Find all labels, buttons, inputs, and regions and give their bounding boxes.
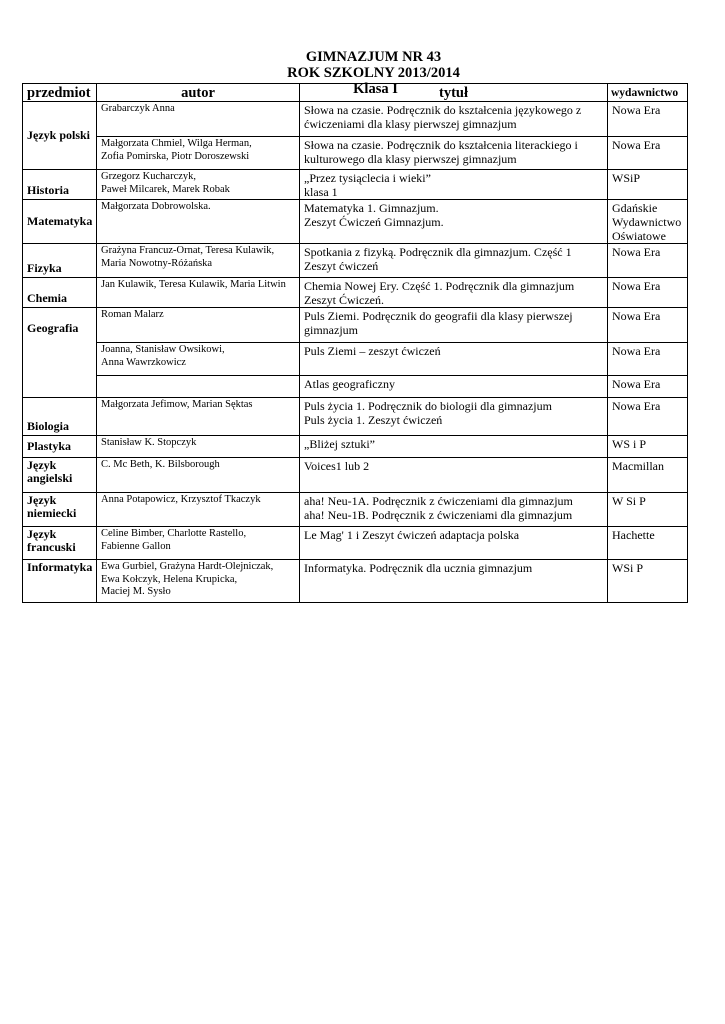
table-row [23, 137, 688, 170]
publisher-cell: Nowa Era [608, 244, 688, 278]
author-cell [97, 244, 300, 278]
column-header-publisher: wydawnictwo [608, 84, 688, 102]
title-cell: Voices1 lub 2 [300, 458, 608, 493]
subject-line: niemiecki [27, 506, 77, 520]
title-line: Puls życia 1. Zeszyt ćwiczeń [304, 413, 443, 427]
subject-cell: Geografia [23, 308, 97, 398]
subject-line: Język [27, 527, 57, 541]
publisher-cell: Macmillan [608, 458, 688, 493]
title-cell: Le Mag' 1 i Zeszyt ćwiczeń adaptacja polska [300, 527, 608, 560]
column-header-title: tytuł [300, 84, 608, 102]
table-row [23, 398, 688, 436]
author-line: Ewa Kołczyk, Helena Krupicka, [101, 573, 238, 585]
textbook-table [22, 83, 688, 603]
table-row [23, 170, 688, 200]
author-line: Joanna, Stanisław Owsikowi, [101, 344, 225, 355]
title-line: „Przez tysiąclecia i wieki” [304, 171, 431, 185]
publisher-cell: Nowa Era [608, 102, 688, 137]
author-line: Maria Nowotny-Różańska [101, 257, 213, 269]
title-cell [300, 398, 608, 436]
title-line: Słowa na czasie. Podręcznik do kształcenia literackiego i [304, 138, 578, 152]
author-line: Ewa Gurbiel, Grażyna Hardt-Olejniczak, [101, 561, 274, 572]
table-row [23, 102, 688, 137]
title-line: Zeszyt Ćwiczeń Gimnazjum. [304, 215, 444, 229]
table-row [23, 343, 688, 376]
publisher-cell: Nowa Era [608, 343, 688, 376]
author-cell: Małgorzata Dobrowolska. [97, 200, 300, 244]
title-cell: „Bliżej sztuki” [300, 436, 608, 458]
column-header-author: autor [97, 84, 300, 102]
publisher-cell: Nowa Era [608, 398, 688, 436]
subject-cell: Informatyka [23, 560, 97, 603]
title-cell [300, 493, 608, 527]
column-header-subject: przedmiot [23, 84, 97, 102]
title-cell: Puls Ziemi – zeszyt ćwiczeń [300, 343, 608, 376]
title-line: aha! Neu-1A. Podręcznik z ćwiczeniami dla gimnazjum [304, 494, 573, 508]
title-cell: Informatyka. Podręcznik dla ucznia gimnazjum [300, 560, 608, 603]
title-line: Puls życia 1. Podręcznik do biologii dla gimnazjum [304, 399, 552, 413]
publisher-cell: Nowa Era [608, 137, 688, 170]
author-cell [97, 376, 300, 398]
table-row [23, 493, 688, 527]
school-name: GIMNAZJUM NR 43 [305, 49, 442, 65]
title-line: Zeszyt ćwiczeń [304, 259, 379, 273]
author-line: Paweł Milcarek, Marek Robak [101, 183, 230, 195]
school-year: ROK SZKOLNY 2013/2014 [287, 65, 460, 81]
table-row [23, 200, 688, 244]
author-line: Zofia Pomirska, Piotr Doroszewski [101, 150, 250, 162]
title-line: Chemia Nowej Ery. Część 1. Podręcznik dla gimnazjum [304, 279, 575, 293]
title-line: aha! Neu-1B. Podręcznik z ćwiczeniami dla gimnazjum [304, 508, 573, 522]
publisher-cell: WSiP [608, 170, 688, 200]
publisher-cell: Nowa Era [608, 278, 688, 308]
author-line: Maciej M. Sysło [101, 586, 171, 597]
table-row [23, 527, 688, 560]
table-row [23, 278, 688, 308]
author-line: Anna Wawrzkowicz [101, 356, 186, 368]
subject-cell [23, 493, 97, 527]
author-line: Grzegorz Kucharczyk, [101, 171, 197, 182]
title-line: Zeszyt Ćwiczeń. [304, 293, 384, 307]
title-line: kulturowego dla klasy pierwszej gimnazjum [304, 152, 517, 166]
subject-cell: Chemia [23, 278, 97, 308]
author-cell [97, 343, 300, 376]
class-label: Klasa I [353, 81, 398, 97]
title-line: gimnazjum [304, 323, 358, 337]
author-cell: Jan Kulawik, Teresa Kulawik, Maria Litwin [97, 278, 300, 308]
subject-cell [23, 458, 97, 493]
table-row [23, 244, 688, 278]
title-cell [300, 137, 608, 170]
subject-cell: Biologia [23, 398, 97, 436]
title-line: Matematyka 1. Gimnazjum. [304, 201, 439, 215]
author-cell: Małgorzata Jefimow, Marian Sęktas [97, 398, 300, 436]
title-line: ćwiczeniami dla klasy pierwszej gimnazjum [304, 117, 517, 131]
author-cell [97, 170, 300, 200]
title-cell [300, 308, 608, 343]
table-row [23, 308, 688, 343]
subject-cell [23, 527, 97, 560]
author-cell: C. Mc Beth, K. Bilsborough [97, 458, 300, 493]
author-line: Fabienne Gallon [101, 540, 171, 552]
table-row [23, 458, 688, 493]
title-cell [300, 278, 608, 308]
title-cell [300, 244, 608, 278]
subject-line: Język [27, 458, 57, 472]
subject-cell: Matematyka [23, 200, 97, 244]
publisher-cell: WS i P [608, 436, 688, 458]
subject-line: angielski [27, 471, 73, 485]
subject-line: francuski [27, 540, 76, 554]
publisher-line: Oświatowe [612, 229, 666, 243]
title-line: Puls Ziemi. Podręcznik do geografii dla klasy pierwszej [304, 309, 573, 323]
author-cell [97, 560, 300, 603]
title-line: Słowa na czasie. Podręcznik do kształcenia językowego z [304, 103, 582, 117]
publisher-cell: W Si P [608, 493, 688, 527]
title-line: klasa 1 [304, 185, 338, 199]
table-row [23, 376, 688, 398]
title-cell [300, 200, 608, 244]
table-row [23, 560, 688, 603]
publisher-cell: WSi P [608, 560, 688, 603]
author-cell [97, 527, 300, 560]
author-cell: Roman Malarz [97, 308, 300, 343]
table-row [23, 436, 688, 458]
subject-cell: Historia [23, 170, 97, 200]
author-line: Grażyna Francuz-Ornat, Teresa Kulawik, [101, 245, 275, 256]
author-cell: Stanisław K. Stopczyk [97, 436, 300, 458]
author-cell: Anna Potapowicz, Krzysztof Tkaczyk [97, 493, 300, 527]
table-header-row [23, 84, 688, 102]
author-cell: Grabarczyk Anna [97, 102, 300, 137]
title-cell: Atlas geograficzny [300, 376, 608, 398]
subject-cell: Plastyka [23, 436, 97, 458]
publisher-cell: Nowa Era [608, 376, 688, 398]
subject-cell: Język polski [23, 102, 97, 170]
author-line: Małgorzata Chmiel, Wilga Herman, [101, 138, 252, 149]
publisher-cell: Hachette [608, 527, 688, 560]
title-line: Spotkania z fizyką. Podręcznik dla gimnazjum. Część 1 [304, 245, 572, 259]
publisher-cell: Nowa Era [608, 308, 688, 343]
publisher-cell [608, 200, 688, 244]
author-line: Celine Bimber, Charlotte Rastello, [101, 528, 247, 539]
title-cell [300, 170, 608, 200]
publisher-line: Gdańskie [612, 201, 658, 215]
publisher-line: Wydawnictwo [612, 215, 682, 229]
author-cell [97, 137, 300, 170]
title-cell [300, 102, 608, 137]
subject-line: Język [27, 493, 57, 507]
subject-cell: Fizyka [23, 244, 97, 278]
